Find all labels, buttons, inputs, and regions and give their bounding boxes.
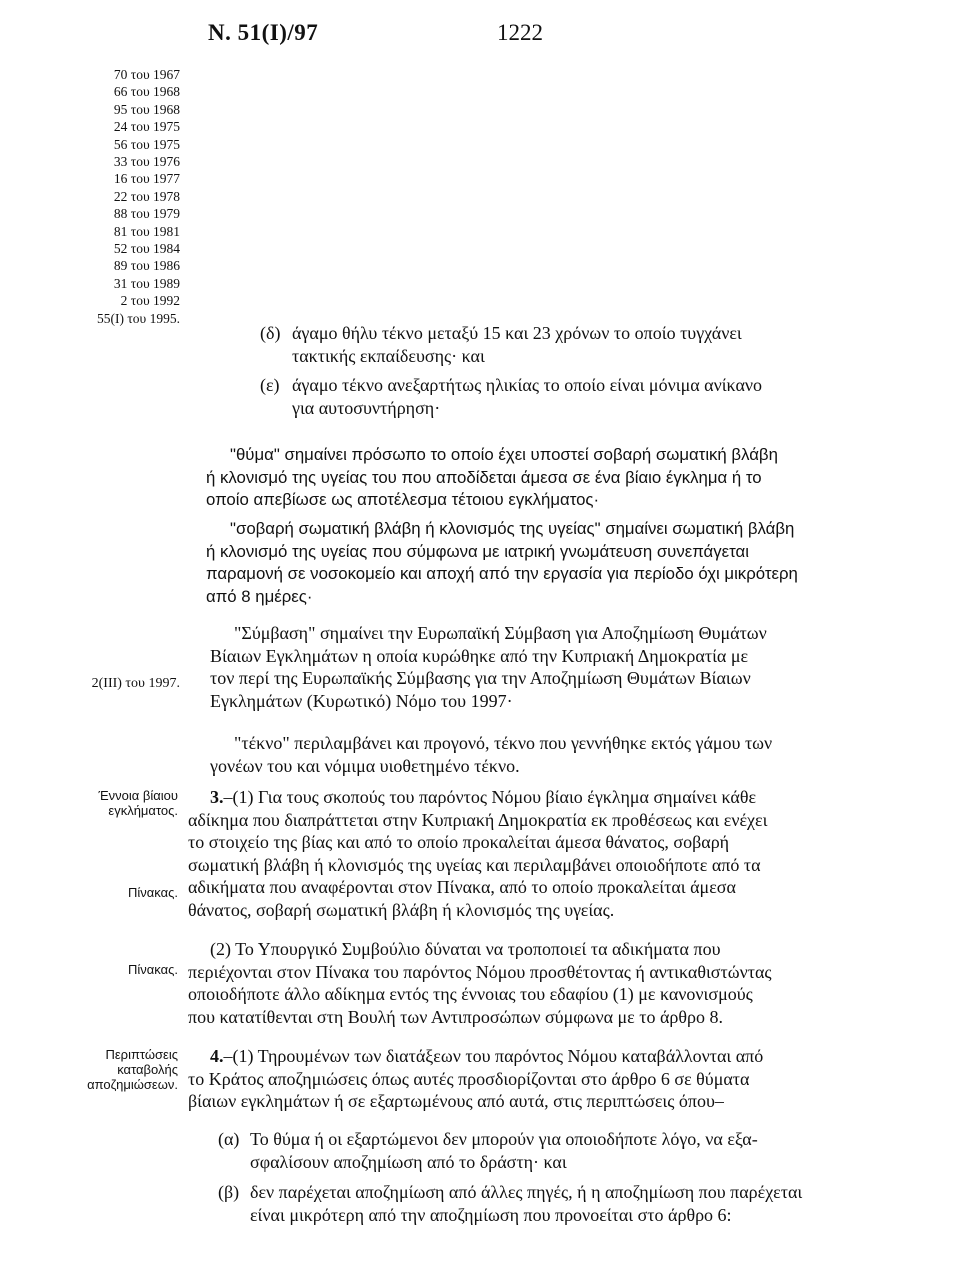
law-number: Ν. 51(Ι)/97: [208, 20, 319, 45]
section-number: 3.: [210, 787, 224, 807]
amending-laws-list: [60, 66, 180, 327]
reference-item: 95 του 1968: [113, 101, 180, 117]
section-3-subsection-2: [188, 938, 878, 1028]
definition-line: "θύμα" σημαίνει πρόσωπο το οποίο έχει υποστεί σοβαρή σωματική βλάβη: [230, 445, 778, 464]
reference-item: 2 του 1992: [120, 293, 180, 309]
section-text: σωματική βλάβη ή κλονισμός της υγείας και περιλαμβάνει οποιοδήποτε από τα: [188, 854, 761, 875]
item-e: [188, 374, 878, 419]
section-text: που κατατίθενται στη Βουλή των Αντιπροσώπων σύμφωνα με το άρθρο 8.: [188, 1006, 723, 1027]
reference-item: 66 του 1968: [113, 84, 180, 100]
definition-line: από 8 ημέρες·: [206, 586, 313, 606]
item-text: σφαλίσουν αποζημίωση από το δράστη· και: [250, 1151, 567, 1172]
item-label: (α): [218, 1129, 240, 1149]
reference-item: 56 του 1975: [113, 136, 180, 152]
reference-item: 16 του 1977: [113, 171, 180, 187]
reference-item: 89 του 1986: [113, 258, 180, 274]
section-text: αδίκημα που διαπράττεται στην Κυπριακή Δημοκρατία εκ προθέσεως και ενέχει: [188, 809, 768, 830]
reference-item: 70 του 1967: [113, 67, 180, 82]
section-3: [188, 786, 878, 922]
reference-item: 31 του 1989: [113, 275, 180, 291]
page-number: 1222: [497, 20, 543, 45]
section-text: το Κράτος αποζημιώσεις όπως αυτές προσδιορίζονται στο άρθρο 6 σε θύματα: [188, 1068, 750, 1089]
item-label: (ε): [260, 375, 280, 395]
section-text: θάνατος, σοβαρή σωματική βλάβη ή κλονισμός της υγείας.: [188, 899, 615, 920]
reference-item: 33 του 1976: [113, 154, 180, 170]
item-text: δεν παρέχεται αποζημίωση από άλλες πηγές, ή η αποζημίωση που παρέχεται: [250, 1182, 803, 1202]
section-text: –(1) Τηρουμένων των διατάξεων του παρόντος Νόμου καταβάλλονται από: [223, 1046, 764, 1066]
item-text: άγαμο τέκνο ανεξαρτήτως ηλικίας το οποίο είναι μόνιμα ανίκανο: [292, 375, 763, 395]
section-text: αδικήματα που αναφέρονται στον Πίνακα, από το οποίο προκαλείται άμεσα: [188, 877, 736, 898]
item-text: είναι μικρότερη από την αποζημίωση που προνοείται στο άρθρο 6:: [250, 1204, 732, 1225]
section-text: το στοιχείο της βίας και από το οποίο προκαλείται άμεσα θάνατος, σοβαρή: [188, 832, 730, 853]
definition-serious-harm: [188, 518, 878, 608]
reference-item: 88 του 1979: [113, 206, 180, 222]
item-d: [188, 322, 878, 367]
margin-note-table: Πίνακας.: [127, 962, 178, 977]
item-text: άγαμο θήλυ τέκνο μεταξύ 15 και 23 χρόνων το οποίο τυγχάνει: [292, 323, 742, 343]
section-4-item-a: [188, 1128, 878, 1173]
page-header: [0, 16, 960, 56]
definition-line: γονέων του και νόμιμα υιοθετημένο τέκνο.: [210, 755, 520, 776]
item-label: (δ): [260, 323, 281, 343]
margin-note-line: Περιπτώσεις: [105, 1047, 178, 1062]
definition-convention: [188, 622, 878, 712]
margin-note-cases: [28, 1047, 178, 1092]
section-number: 4.: [210, 1046, 224, 1066]
section-text: βίαιων εγκλημάτων ή σε εξαρτωμένους από αυτά, στις περιπτώσεις όπου–: [188, 1091, 724, 1112]
section-text: –(1) Για τους σκοπούς του παρόντος Νόμου βίαιο έγκλημα σημαίνει κάθε: [223, 787, 757, 807]
definition-line: παραμονή σε νοσοκομείο και αποχή από την εργασία για περίοδο όχι μικρότερη: [206, 564, 798, 584]
margin-note-line: καταβολής: [117, 1062, 178, 1077]
definition-victim: [188, 444, 878, 512]
section-4-item-b: [188, 1181, 878, 1226]
section-4: [188, 1045, 878, 1113]
margin-note-concept: [28, 788, 178, 818]
definition-line: "τέκνο" περιλαμβάνει και προγονό, τέκνο που γεννήθηκε εκτός γάμου των: [234, 733, 773, 753]
margin-note-law-1997: 2(ΙΙΙ) του 1997.: [91, 676, 180, 691]
definition-line: τον περί της Ευρωπαϊκής Σύμβασης για την Αποζημίωση Θυμάτων Βίαιων: [210, 668, 751, 689]
definition-line: "Σύμβαση" σημαίνει την Ευρωπαϊκή Σύμβαση για Αποζημίωση Θυμάτων: [234, 623, 767, 643]
definition-line: Εγκλημάτων (Κυρωτικό) Νόμο του 1997·: [210, 690, 513, 711]
definition-line: ή κλονισμό της υγείας που σύμφωνα με ιατρική γνωμάτευση συνεπάγεται: [206, 541, 749, 561]
margin-note-line: εγκλήματος.: [108, 803, 178, 818]
item-text: για αυτοσυντήρηση·: [292, 397, 441, 418]
definition-line: Βίαιων Εγκλημάτων η οποία κυρώθηκε από την Κυπριακή Δημοκρατία με: [210, 645, 749, 666]
definition-line: ή κλονισμό της υγείας του που αποδίδεται άμεσα σε ένα βίαιο έγκλημα ή το: [206, 467, 762, 487]
item-text: Το θύμα ή οι εξαρτώμενοι δεν μπορούν για οποιοδήποτε λόγο, να εξα-: [250, 1129, 758, 1149]
reference-item: 81 του 1981: [113, 223, 180, 239]
reference-item: 22 του 1978: [113, 188, 180, 204]
section-text: οποιοδήποτε άλλο αδίκημα εντός της έννοιας του εδαφίου (1) με κανονισμούς: [188, 984, 753, 1005]
margin-note-line: Έννοια βίαιου: [98, 788, 178, 803]
section-text: περιέχονται στον Πίνακα του παρόντος Νόμου προσθέτοντας ή αντικαθιστώντας: [188, 961, 772, 982]
definition-line: "σοβαρή σωματική βλάβη ή κλονισμός της υγείας" σημαίνει σωματική βλάβη: [230, 519, 795, 538]
item-label: (β): [218, 1182, 240, 1202]
reference-item: 24 του 1975: [113, 119, 180, 135]
definition-line: οποίο απεβίωσε ως αποτέλεσμα τέτοιου εγκλήματος·: [206, 490, 600, 510]
margin-note-line: αποζημιώσεων.: [87, 1077, 178, 1092]
item-text: τακτικής εκπαίδευσης· και: [292, 345, 485, 366]
definition-child: [188, 732, 878, 777]
margin-note-table: Πίνακας.: [127, 885, 178, 900]
reference-item: 52 του 1984: [113, 241, 180, 257]
section-text: (2) Το Υπουργικό Συμβούλιο δύναται να τροποποιεί τα αδικήματα που: [210, 939, 721, 959]
reference-item: 55(Ι) του 1995.: [97, 310, 180, 326]
